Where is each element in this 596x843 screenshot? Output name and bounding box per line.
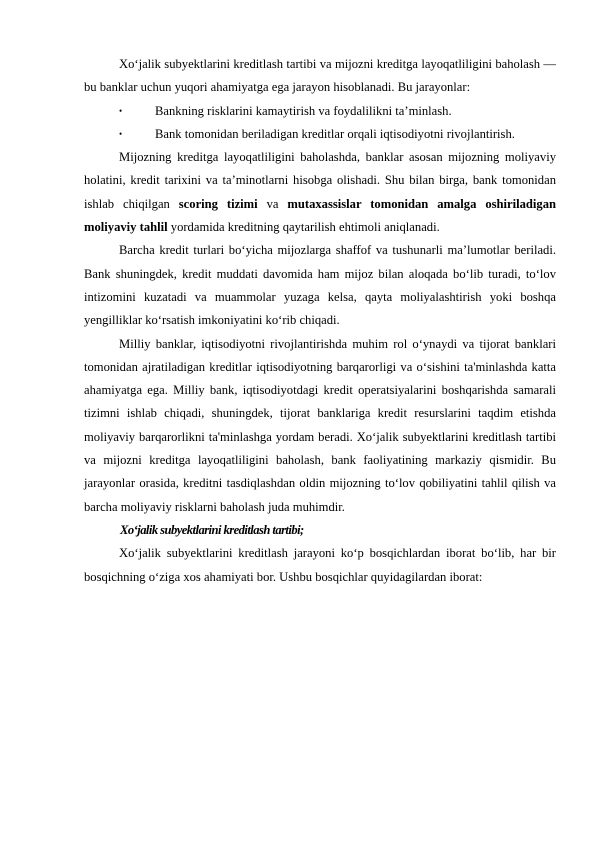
document-page: [84, 53, 556, 589]
paragraph-assessment: [84, 146, 556, 239]
bullet-icon: •: [119, 128, 123, 139]
bold-term-analysis: mutaxassislar tomonidan amalga oshiriladigan moliyaviy tahlil: [84, 196, 556, 235]
bold-term-scoring: scoring tizimi: [178, 196, 258, 211]
paragraph-transparency: Barcha kredit turlari bo‘yicha mijozlarga shaffof va tushunarli ma’lumotlar beriladi. Bank shuningdek, kredit muddati davomida ham mijoz bilan aloqada bo‘lib turadi, to‘lov intizomini kuzatadi va muammolar yuzaga kelsa, qayta moliyalashtirish yoki boshqa yengilliklar ko‘rsatish imkoniyatini ko‘rib chiqadi.: [84, 243, 556, 328]
list-item-text: Bank tomonidan beriladigan kreditlar orqali iqtisodiyotni rivojlantirish.: [155, 126, 515, 141]
paragraph-text: va: [257, 196, 288, 211]
list-item: [84, 123, 556, 146]
list-item-text: Bankning risklarini kamaytirish va foydalilikni ta’minlash.: [155, 103, 452, 118]
paragraph-national-banks: Milliy banklar, iqtisodiyotni rivojlantirishda muhim rol o‘ynaydi va tijorat banklari tomonidan ajratiladigan kreditlar iqtisodiyotning barqarorligi va o‘sishini ta'minlashda katta ahamiyatga ega. Milliy bank, iqtisodiyotdagi kredit operatsiyalarini boshqarishda samarali tizimni ishlab chiqadi, shuningdek, tijorat banklariga kredit resurslarini taqdim etishda moliyaviy barqarorlikni ta'minlashga yordam beradi. Xo‘jalik subyektlarini kreditlash tartibi va mijozni kreditga layoqatliligini baholash, bank faoliyatining markaziy qismidir. Bu jarayonlar orasida, kreditni tasdiqlashdan oldin mijozning to‘lov qobiliyatini tahlil qilish va barcha moliyaviy risklarni baholash juda muhimdir.: [84, 336, 556, 514]
paragraph-intro: Xo‘jalik subyektlarini kreditlash tartibi va mijozni kreditga layoqatliligini baholash — bu banklar uchun yuqori ahamiyatga ega jarayon hisoblanadi. Bu jarayonlar:: [84, 57, 556, 95]
paragraph-stages: Xo‘jalik subyektlarini kreditlash jarayoni ko‘p bosqichlardan iborat bo‘lib, har bir bosqichning o‘ziga xos ahamiyati bor. Ushbu bosqichlar quyidagilardan iborat:: [84, 546, 556, 584]
section-heading: Xo‘jalik subyektlarini kreditlash tartibi;: [120, 522, 304, 537]
paragraph-text: yordamida kreditning qaytarilish ehtimoli aniqlanadi.: [167, 220, 440, 235]
paragraph-text: Mijozning kreditga layoqatliligini baholashda, banklar asosan mijozning moliyaviy holatini, kredit tarixini va ta’minotlarni hisobga olishadi. Shu bilan birga, bank tomonidan ishlab chiqilgan: [84, 150, 556, 211]
bullet-icon: •: [119, 105, 123, 116]
list-item: [84, 100, 556, 123]
